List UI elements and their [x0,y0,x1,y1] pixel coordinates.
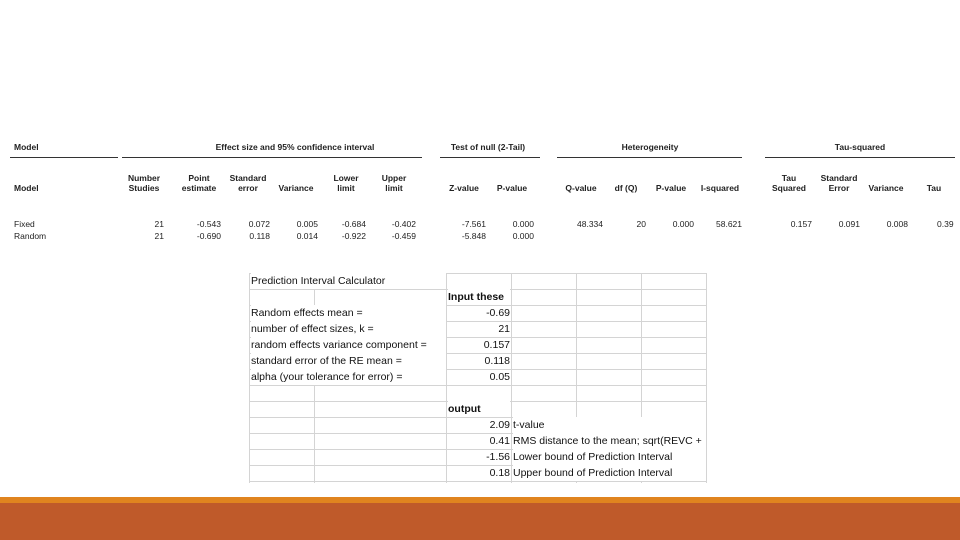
row-random-z-value: -5.848 [461,231,486,241]
input-header[interactable]: Input these [448,289,510,305]
group-header-tau-squared: Tau-squared [834,142,886,152]
header-line-2: Error [828,183,850,193]
header-line-2: limit [385,183,403,193]
row-fixed-standard-error: 0.072 [248,219,270,229]
row-fixed-p-value: 0.000 [512,219,534,229]
row-random-lower-limit: -0.922 [341,231,366,241]
column-header-z-value: Z-value [449,183,479,193]
header-line-2: Studies [128,183,160,193]
row-fixed-q-value: 48.334 [577,219,603,229]
header-line-2: estimate [181,183,217,193]
header-line-1: Number [127,173,161,183]
group-header-model: Model [14,142,39,152]
underline-effect-size [122,157,422,158]
row-random-p-value: 0.000 [512,231,534,241]
output-label-lower-bound[interactable]: Lower bound of Prediction Interval [513,449,706,465]
row-random-standard-error: 0.118 [249,231,270,241]
calculator-title[interactable]: Prediction Interval Calculator [251,273,446,289]
row-random-number-studies: 21 [154,231,164,241]
column-header-upper-limit [370,173,418,193]
group-header-test-of-null: Test of null (2-Tail) [450,142,526,152]
column-header-point-estimate [175,173,223,193]
output-value-lower-bound[interactable]: -1.56 [486,451,510,463]
output-header[interactable]: output [448,401,510,417]
meta-analysis-results-table [10,122,960,250]
row-fixed-variance: 0.005 [296,219,318,229]
row-random-upper-limit: -0.459 [391,231,416,241]
row-fixed-z-value: -7.561 [461,219,486,229]
column-header-tau-squared [764,173,814,193]
header-line-1: Lower [333,173,359,183]
row-fixed-model: Fixed [14,219,35,229]
column-header-het-p-value: P-value [655,183,687,193]
header-line-2: Squared [771,183,806,193]
input-value-random-effects-mean[interactable]: -0.69 [486,307,510,319]
row-fixed-number-studies: 21 [154,219,164,229]
underline-heterogeneity [557,157,742,158]
row-random-variance: 0.014 [296,231,318,241]
input-value-standard-error[interactable]: 0.118 [484,355,510,367]
output-label-rms-distance[interactable]: RMS distance to the mean; sqrt(REVC + [513,433,706,449]
input-value-variance-component[interactable]: 0.157 [483,339,510,351]
input-label-random-effects-mean[interactable]: Random effects mean = [251,305,446,321]
input-label-alpha[interactable]: alpha (your tolerance for error) = [251,369,446,385]
column-header-lower-limit [322,173,370,193]
row-fixed-tau-variance: 0.008 [886,219,908,229]
output-value-upper-bound[interactable]: 0.18 [489,467,510,479]
output-label-t-value[interactable]: t-value [513,417,706,433]
header-line-1: Upper [381,173,407,183]
column-header-number-studies [120,173,168,193]
column-header-standard-error [224,173,272,193]
row-fixed-tau-standard-error: 0.091 [838,219,860,229]
output-label-upper-bound[interactable]: Upper bound of Prediction Interval [513,465,706,481]
grid-line [249,481,707,482]
column-header-i-squared: I-squared [700,183,740,193]
footer-bar [0,503,960,540]
column-header-variance: Variance [278,183,314,193]
row-fixed-point-estimate: -0.543 [196,219,221,229]
row-fixed-tau: 0.39 [937,219,954,229]
prediction-interval-calculator [249,273,707,483]
input-label-standard-error[interactable]: standard error of the RE mean = [251,353,446,369]
header-line-1: Tau [781,173,797,183]
underline-model [10,157,118,158]
column-header-tau-standard-error [814,173,864,193]
header-line-1: Standard [820,173,858,183]
input-value-number-of-effect-sizes[interactable]: 21 [498,323,510,335]
group-header-heterogeneity: Heterogeneity [621,142,679,152]
row-fixed-upper-limit: -0.402 [391,219,416,229]
row-fixed-lower-limit: -0.684 [341,219,366,229]
header-line-2: error [238,183,258,193]
row-random-point-estimate: -0.690 [196,231,221,241]
column-header-tau-variance: Variance [868,183,904,193]
header-line-1: Point [188,173,210,183]
output-value-rms-distance[interactable]: 0.41 [489,435,510,447]
input-label-number-of-effect-sizes[interactable]: number of effect sizes, k = [251,321,446,337]
row-fixed-tau-squared: 0.157 [790,219,812,229]
column-header-q-value: Q-value [565,183,597,193]
grid-line [249,385,707,386]
header-line-2: limit [337,183,355,193]
column-header-tau: Tau [926,183,942,193]
underline-tau-squared [765,157,955,158]
underline-test-of-null [440,157,540,158]
output-value-t-value[interactable]: 2.09 [489,419,510,431]
input-value-alpha[interactable]: 0.05 [489,371,510,383]
column-header-df-q: df (Q) [614,183,638,193]
group-header-effect-size: Effect size and 95% confidence interval [215,142,375,152]
row-fixed-df-q: 20 [636,219,646,229]
row-fixed-i-squared: 58.621 [716,219,742,229]
row-random-model: Random [14,231,47,241]
row-fixed-het-p-value: 0.000 [672,219,694,229]
column-header-p-value: P-value [496,183,528,193]
header-line-1: Standard [229,173,267,183]
column-header-model: Model [14,183,39,193]
input-label-variance-component[interactable]: random effects variance component = [251,337,446,353]
